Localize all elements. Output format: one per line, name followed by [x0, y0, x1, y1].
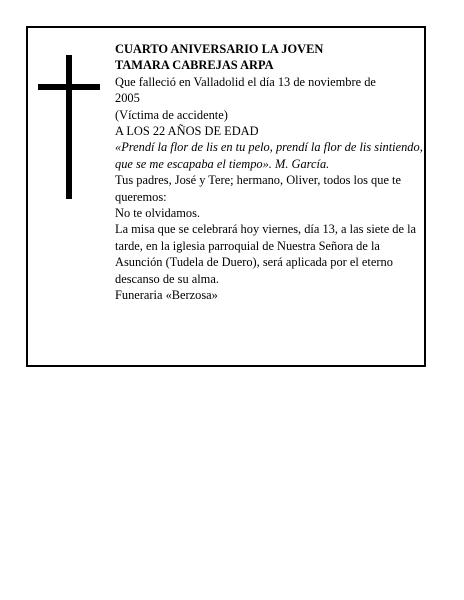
obituary-notice — [26, 26, 426, 367]
notice-title-line-1: CUARTO ANIVERSARIO LA JOVEN — [115, 42, 324, 56]
death-info: Que falleció en Valladolid el día 13 de noviembre de 2005 — [115, 74, 376, 106]
age-at-death: A LOS 22 AÑOS DE EDAD — [115, 124, 259, 139]
notice-body — [115, 41, 423, 304]
cross-icon — [38, 55, 100, 199]
notice-title-line-2: TAMARA CABREJAS ARPA — [115, 58, 274, 73]
family-dedication: Tus padres, José y Tere; hermano, Oliver, todos los que te queremos: — [115, 173, 401, 204]
memorial-quote: «Prendí la flor de lis en tu pelo, prendí la flor de lis sintiendo, que se me escapaba el tiempo». M. García. — [115, 140, 423, 171]
death-cause: (Víctima de accidente) — [115, 107, 228, 122]
remembrance-line: No te olvidamos. — [115, 206, 201, 221]
funeral-home: Funeraria «Berzosa» — [115, 288, 218, 303]
mass-announcement: La misa que se celebrará hoy viernes, día 13, a las siete de la tarde, en la iglesia parroquial de Nuestra Señora de la Asunción (Tudela de Duero), será aplicada por el eterno descanso de su alma. — [115, 222, 417, 286]
